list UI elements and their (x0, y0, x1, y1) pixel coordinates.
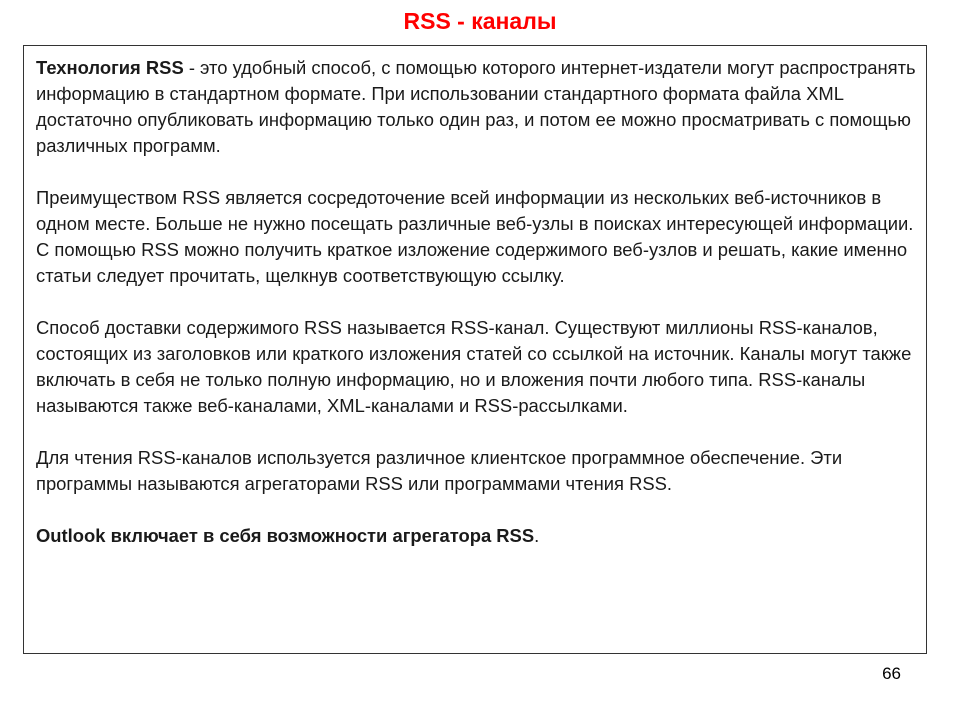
paragraph-lead-bold: Outlook включает в себя возможности агрегатора RSS (36, 525, 535, 546)
paragraph-text: . (534, 525, 540, 546)
paragraph-rss-readers (36, 445, 916, 497)
paragraph-text: - это удобный способ, с помощью которого интернет-издатели могут распространять информацию в стандартном формате. При использовании стандартного формата файла XML достаточно опубликовать информацию только один раз, и потом ее можно просматривать с помощью различных программ. (36, 57, 916, 156)
paragraph-text: Преимуществом RSS является сосредоточение всей информации из нескольких веб-источников в одном месте. Больше не нужно посещать различные веб-узлы в поисках интересующей информации. С помощью RSS можно получить краткое изложение содержимого веб-узлов и решать, какие именно статьи следует прочитать, щелкнув соответствующую ссылку. (36, 187, 914, 286)
paragraph-rss-channel (36, 315, 916, 419)
paragraph-outlook (36, 523, 916, 549)
paragraph-lead-bold: Технология RSS (36, 57, 184, 78)
content-box (23, 45, 927, 654)
paragraph-text: Способ доставки содержимого RSS называется RSS-канал. Существуют миллионы RSS-каналов, состоящих из заголовков или краткого изложения статей со ссылкой на источник. Каналы могут также включать в себя не только полную информацию, но и вложения почти любого типа. RSS-каналы называются также веб-каналами, XML-каналами и RSS-рассылками. (36, 317, 912, 416)
slide-title: RSS - каналы (403, 8, 557, 34)
paragraph-rss-technology (36, 55, 916, 159)
paragraph-rss-advantage (36, 185, 916, 289)
paragraph-text: Для чтения RSS-каналов используется различное клиентское программное обеспечение. Эти программы называются агрегаторами RSS или программами чтения RSS. (36, 447, 843, 494)
page-number: 66 (882, 664, 901, 683)
